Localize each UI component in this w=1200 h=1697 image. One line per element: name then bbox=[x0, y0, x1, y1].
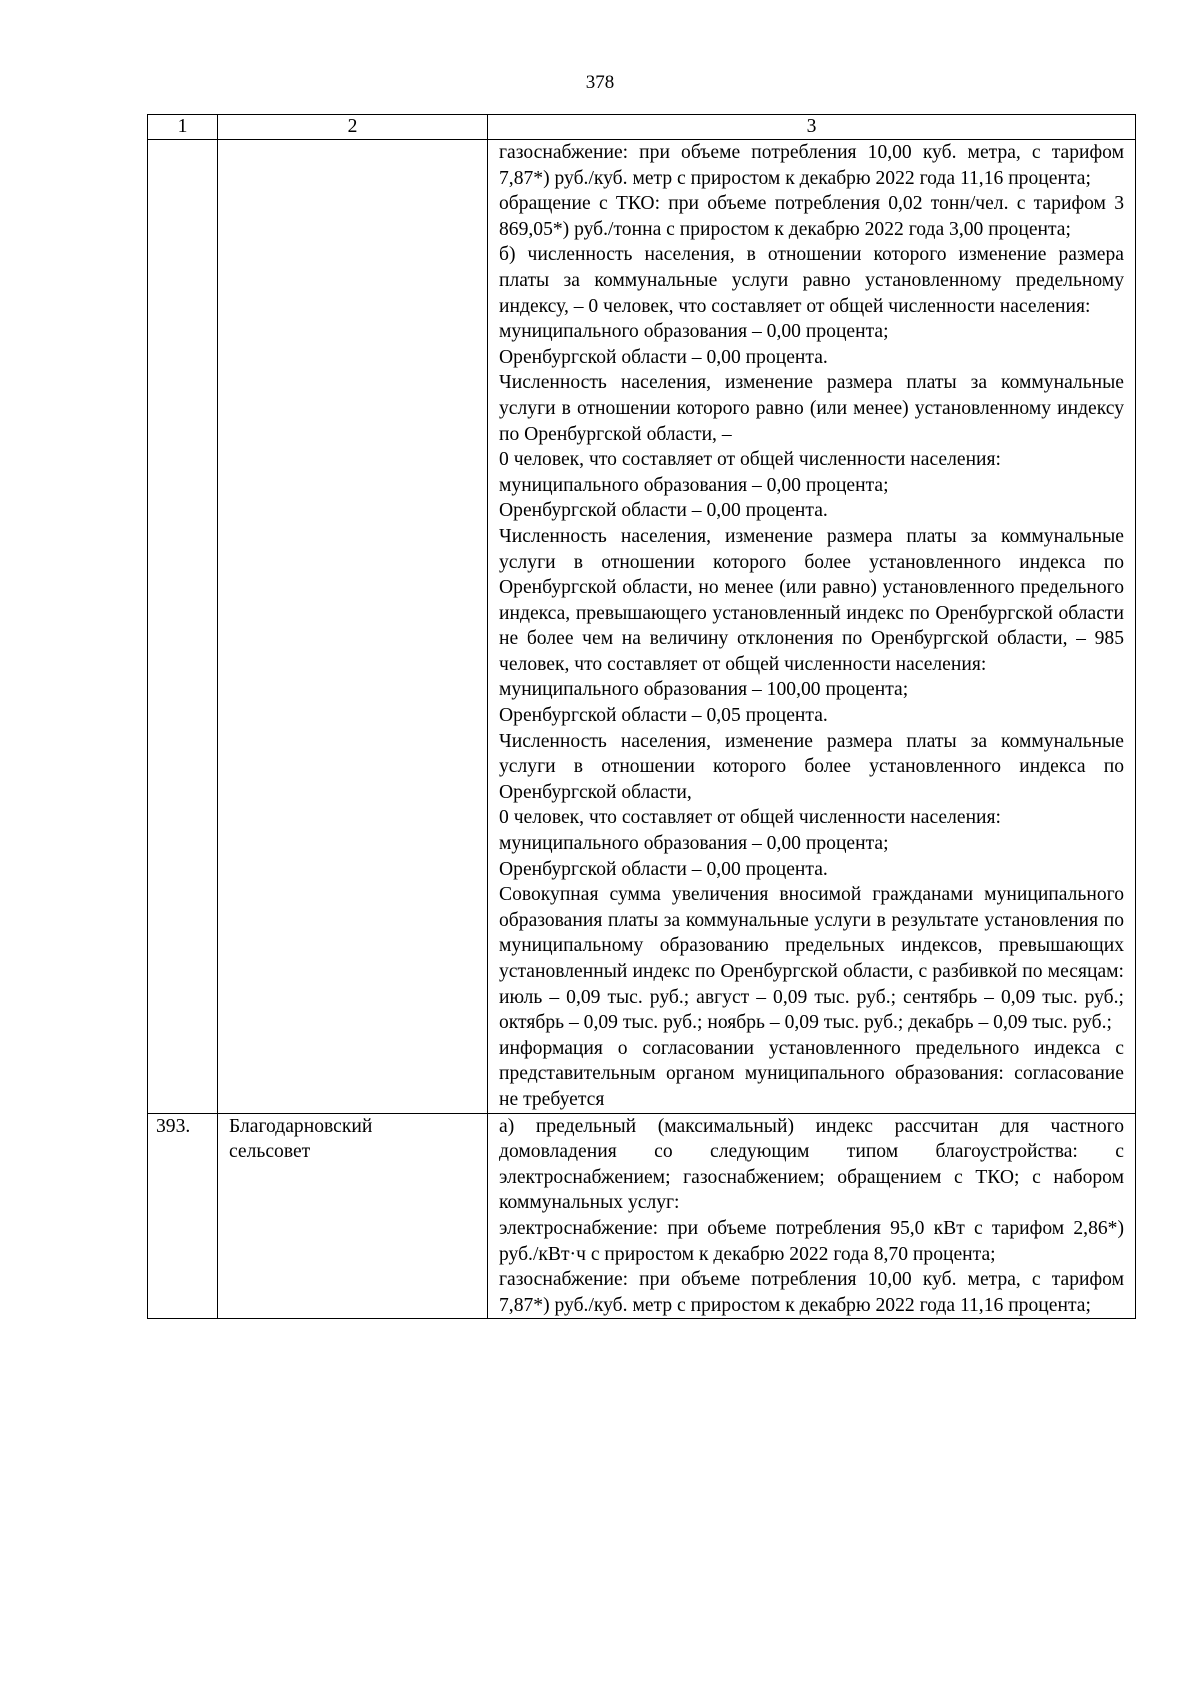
paragraph: информация о согласовании установленного предельного индекса с представительным органом муниципального образования: согласование не требуется bbox=[499, 1037, 1124, 1110]
municipality-name-line: сельсовет bbox=[229, 1141, 311, 1163]
paragraph: Оренбургской области – 0,00 процента. bbox=[499, 346, 828, 368]
column-header-3: 3 bbox=[488, 115, 1136, 140]
paragraph: муниципального образования – 0,00 процента; bbox=[499, 474, 889, 496]
table-row bbox=[148, 140, 1136, 1114]
paragraph: б) численность населения, в отношении которого изменение размера платы за коммунальные услуги равно установленному предельному индексу, – 0 человек, что составляет от общей численности населения: bbox=[499, 244, 1124, 317]
paragraph: Численность населения, изменение размера платы за коммунальные услуги в отношении которого равно (или менее) установленному индексу по Оренбургской области, – bbox=[499, 372, 1124, 445]
paragraph: электроснабжение: при объеме потребления 95,0 кВт с тарифом 2,86*) руб./кВт·ч с приростом к декабрю 2022 года 8,70 процента; bbox=[499, 1217, 1124, 1265]
paragraph: Совокупная сумма увеличения вносимой гражданами муниципального образования платы за коммунальные услуги в результате установления по муниципальному образованию предельных индексов, превышающих установленный индекс по Оренбургской области, с разбивкой по месяцам: июль – 0,09 тыс. руб.; август – 0,09 тыс. руб.; сентябрь – 0,09 тыс. руб.; октябрь – 0,09 тыс. руб.; ноябрь – 0,09 тыс. руб.; декабрь – 0,09 тыс. руб.; bbox=[499, 884, 1124, 1034]
column-header-2: 2 bbox=[218, 115, 488, 140]
paragraph: 0 человек, что составляет от общей численности населения: bbox=[499, 449, 1002, 471]
row-number-cell bbox=[148, 140, 218, 1114]
paragraph: Численность населения, изменение размера платы за коммунальные услуги в отношении которого более установленного индекса по Оренбургской области, bbox=[499, 730, 1124, 803]
table-header-row bbox=[148, 115, 1136, 140]
paragraph: муниципального образования – 0,00 процента; bbox=[499, 833, 889, 855]
municipality-name-line: Благодарновский bbox=[229, 1115, 373, 1137]
paragraph: обращение с ТКО: при объеме потребления 0,02 тонн/чел. с тарифом 3 869,05*) руб./тонна с приростом к декабрю 2022 года 3,00 процента; bbox=[499, 193, 1124, 240]
row-name-cell bbox=[218, 1113, 488, 1319]
page-number: 378 bbox=[585, 72, 615, 93]
paragraph: газоснабжение: при объеме потребления 10,00 куб. метра, с тарифом 7,87*) руб./куб. метр с приростом к декабрю 2022 года 11,16 процента; bbox=[499, 1269, 1124, 1316]
paragraph: Оренбургской области – 0,05 процента. bbox=[499, 705, 828, 727]
paragraph: а) предельный (максимальный) индекс рассчитан для частного домовладения со следующим типом благоустройства: с электроснабжением; газоснабжением; обращением с ТКО; с набором коммунальных услуг: bbox=[499, 1115, 1124, 1214]
row-name-cell bbox=[218, 140, 488, 1114]
row-description-cell bbox=[488, 140, 1136, 1114]
data-table bbox=[147, 114, 1136, 1319]
paragraph: муниципального образования – 100,00 процента; bbox=[499, 679, 909, 701]
paragraph: 0 человек, что составляет от общей численности населения: bbox=[499, 807, 1002, 829]
table-row bbox=[148, 1113, 1136, 1319]
paragraph: Оренбургской области – 0,00 процента. bbox=[499, 500, 828, 522]
row-description-cell bbox=[488, 1113, 1136, 1319]
paragraph: Численность населения, изменение размера платы за коммунальные услуги в отношении которого более установленного индекса по Оренбургской области, но менее (или равно) установленного предельного индекса, превышающего установленный индекс по Оренбургской области не более чем на величину отклонения по Оренбургской области, – 985 человек, что составляет от общей численности населения: bbox=[499, 525, 1124, 675]
paragraph: газоснабжение: при объеме потребления 10,00 куб. метра, с тарифом 7,87*) руб./куб. метр с приростом к декабрю 2022 года 11,16 процента; bbox=[499, 142, 1124, 189]
paragraph: муниципального образования – 0,00 процента; bbox=[499, 321, 889, 343]
column-header-1: 1 bbox=[148, 115, 218, 140]
paragraph: Оренбургской области – 0,00 процента. bbox=[499, 858, 828, 880]
row-number-cell: 393. bbox=[148, 1113, 218, 1319]
